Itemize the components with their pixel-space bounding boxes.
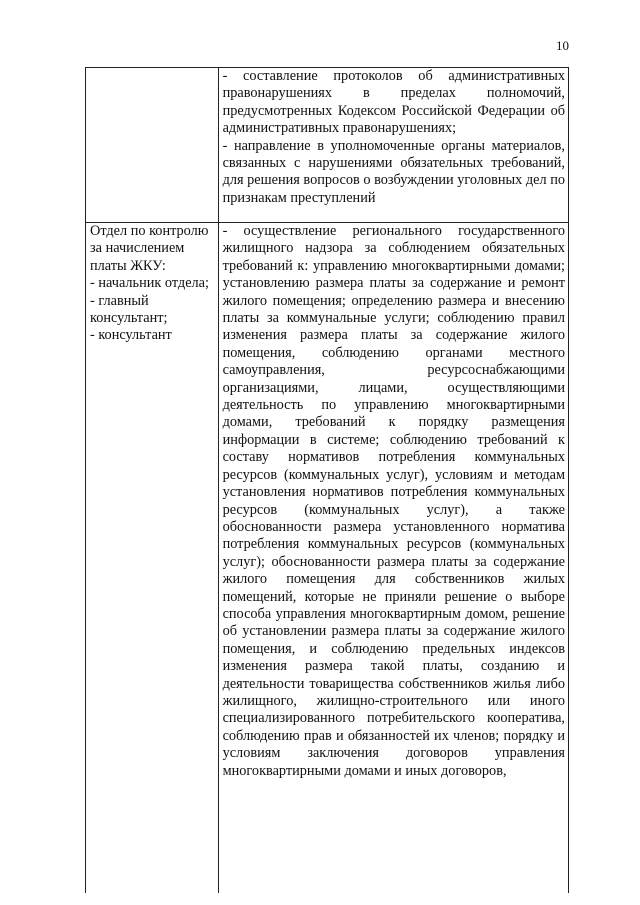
page-number: 10: [556, 38, 569, 53]
responsibilities-table: [85, 67, 569, 893]
table-row: [86, 68, 569, 223]
position-item: - начальник отдела;: [90, 275, 209, 292]
functions-cell: [218, 68, 568, 223]
position-item: - консультант: [90, 327, 172, 344]
function-paragraph: - составление протоколов об административных правонарушениях в пределах полномочий, предусмотренных Кодексом Российской Федерации об административных правонарушениях;: [222, 68, 565, 137]
position-item: - главный консультант;: [90, 292, 168, 327]
function-paragraph: - направление в уполномоченные органы материалов, связанных с нарушениями обязательных требований, для решения вопросов о возбуждении уголовных дел по признакам преступлений: [222, 137, 565, 206]
functions-cell: [218, 223, 568, 894]
department-title: Отдел по контролю за начислением платы ЖКУ:: [90, 223, 209, 274]
function-paragraph: - осуществление регионального государственного жилищного надзора за соблюдением обязательных требований к: управлению многоквартирными домами; установлению размера платы за содержание и ремонт жилого помещения; определению размера и внесению платы за коммунальные услуги; соблюдению правил изменения размера платы за содержание жилого помещения, соблюдению органами местного самоуправления, ресурсоснабжающими организациями, лицами, осуществляющими деятельность по управлению многоквартирными домами, требований к порядку размещения информации в системе; соблюдению требований к составу нормативов потребления коммунальных ресурсов (коммунальных услуг), условиям и методам установления нормативов потребления коммунальных ресурсов (коммунальных услуг), а также обоснованности размера установленного норматива потребления коммунальных ресурсов (коммунальных услуг); обоснованности размера платы за содержание жилого помещения для собственников жилых помещений, которые не приняли решение о выборе способа управления многоквартирным домом, решение об установлении размера платы за содержание жилого помещения, и соблюдению предельных индексов изменения размера такой платы, созданию и деятельности товарищества собственников жилья либо жилищного, жилищно-строительного или иного специализированного потребительского кооператива, соблюдению прав и обязанностей их членов; порядку и условиям заключения договоров управления многоквартирными домами и иных договоров,: [222, 223, 565, 779]
department-cell: [86, 223, 219, 894]
table-row: [86, 223, 569, 894]
department-cell: [86, 68, 219, 223]
